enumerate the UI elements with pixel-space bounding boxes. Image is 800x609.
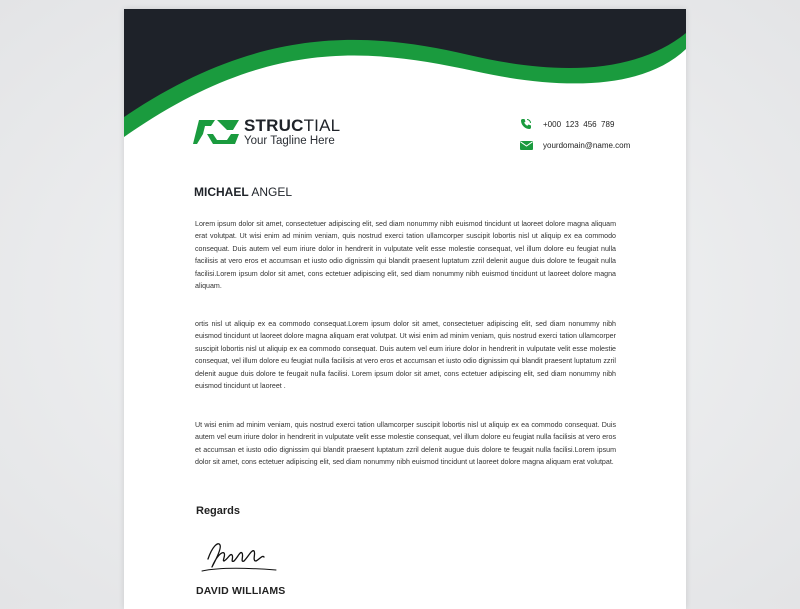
signer-name: DAVID WILLIAMS <box>196 585 286 597</box>
brand-name <box>244 117 340 134</box>
email-address: yourdomain@name.com <box>543 140 631 150</box>
brand-name-light: TIAL <box>303 116 341 135</box>
mail-icon <box>519 139 533 151</box>
company-logo <box>193 117 340 148</box>
recipient-name <box>194 185 292 199</box>
contact-email <box>519 139 630 151</box>
recipient-last-name: ANGEL <box>251 185 293 199</box>
body-paragraph: ortis nisl ut aliquip ex ea commodo consequat.Lorem ipsum dolor sit amet, consectetuer adipiscing elit, sed diam nonummy nibh euismod tincidunt ut laoreet dolore magna aliquam erat volutpat. Ut wisi enim ad minim veniam, quis nostrud exerci tation ullamcorper suscipit lobortis nisl ut aliquip ex ea commodo consequat. Duis autem vel eum iriure dolor in hendrerit in vulputate velit esse molestie consequat, vel illum dolore eu feugiat nulla facilisis at vero eros et accumsan et iusto odio dignissim qui blandit praesent luptatum zzril delenit augue duis dolore te feugait nulla facilisi. Lorem ipsum dolor sit amet, cons ectetuer adipiscing elit, sed diam nonummy nibh euismod tincidunt ut laoreet . <box>195 320 616 391</box>
contact-phone <box>519 118 630 130</box>
brand-tagline: Your Tagline Here <box>244 135 335 147</box>
closing-regards: Regards <box>196 505 241 517</box>
phone-icon <box>519 118 533 130</box>
brand-name-bold: STRUC <box>244 116 304 135</box>
handwritten-signature <box>200 537 280 575</box>
letterhead-page <box>124 9 686 609</box>
body-paragraph: Lorem ipsum dolor sit amet, consectetuer adipiscing elit, sed diam nonummy nibh euismod tincidunt ut laoreet dolore magna aliquam erat volutpat. Ut wisi enim ad minim veniam, quis nostrud exerci tation ullamcorper suscipit lobortis nisl ut aliquip ex ea commodo consequat. Duis autem vel eum iriure dolor in hendrerit in vulputate velit esse molestie consequat, vel illum dolore eu feugiat nulla facilisis at vero eros et accumsan et iusto odio dignissim qui blandit praesent luptatum zzril delenit augue duis dolore te feugait nulla facilisi.Lorem ipsum dolor sit amet, cons ectetuer adipiscing elit, sed diam nonummy nibh euismod tincidunt ut laoreet dolore magna aliquam. <box>195 220 616 291</box>
structial-logo-mark-icon <box>193 118 239 146</box>
body-paragraph: Ut wisi enim ad minim veniam, quis nostrud exerci tation ullamcorper suscipit lobortis nisl ut aliquip ex ea commodo consequat. Duis autem vel eum iriure dolor in hendrerit in vulputate velit esse molestie consequat, vel illum dolore eu feugiat nulla facilisis at vero eros et accumsan et iusto odio dignissim qui blandit praesent luptatum zzril delenit augue duis dolore te feugait nulla facilisi.Lorem ipsum dolor sit amet, cons ectetuer adipiscing elit, sed diam nonummy nibh euismod tincidunt ut laoreet dolore magna aliquam erat volutpat. <box>195 421 616 467</box>
phone-number: +000 123 456 789 <box>543 119 615 129</box>
contact-block <box>519 118 630 151</box>
recipient-first-name: MICHAEL <box>194 185 249 199</box>
